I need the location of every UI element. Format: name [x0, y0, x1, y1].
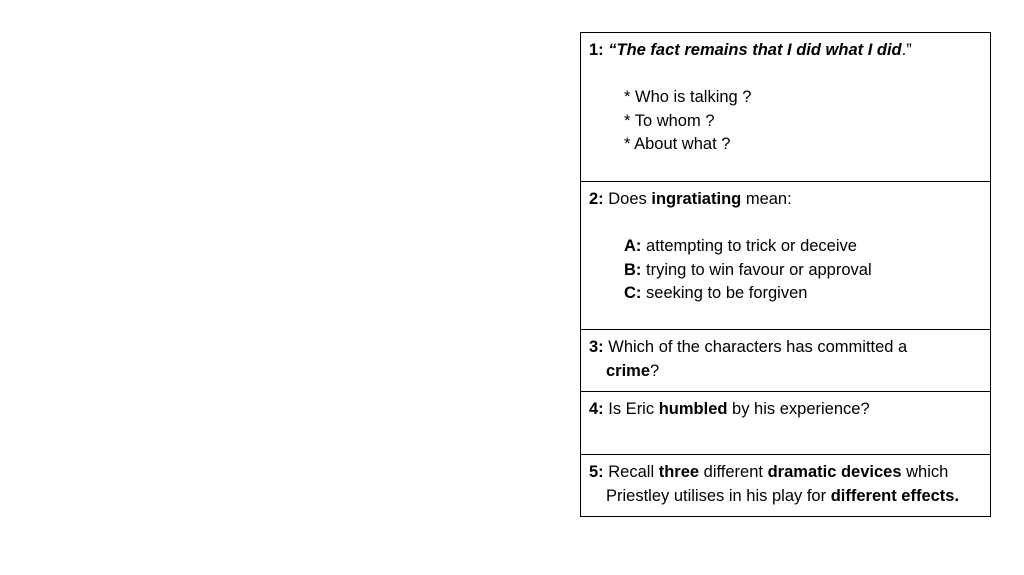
key-term: humbled [658, 400, 728, 418]
question-2-prompt: 2: Does ingratiating mean: [589, 190, 792, 208]
question-number: 2: [589, 190, 604, 208]
question-number: 3: [589, 338, 604, 356]
question-table [580, 32, 991, 517]
option-b: B: trying to win favour or approval [624, 260, 872, 279]
vocab-term: ingratiating [651, 190, 742, 208]
question-1 [581, 33, 991, 182]
question-number: 4: [589, 400, 604, 418]
bullet-what: * About what ? [624, 135, 731, 153]
quote-text: The fact remains that I did what I did [616, 41, 902, 59]
question-5 [581, 455, 991, 517]
bullet-who: * Who is talking ? [624, 88, 752, 106]
question-3-line-2: crime? [606, 361, 660, 380]
question-5-line-2: Priestley utilises in his play for different effects. [606, 486, 960, 505]
question-4 [581, 392, 991, 455]
question-3 [581, 330, 991, 392]
quote-close: .” [901, 41, 912, 59]
option-c: C: seeking to be forgiven [624, 284, 808, 302]
key-term: crime [606, 361, 651, 380]
bullet-whom: * To whom ? [624, 111, 715, 130]
question-number: 5: [589, 463, 604, 481]
question-4-prompt: 4: Is Eric humbled by his experience? [589, 400, 870, 418]
option-a: A: attempting to trick or deceive [624, 237, 857, 255]
question-number: 1: [589, 41, 604, 59]
question-3-line-1: 3: Which of the characters has committed a [589, 338, 908, 356]
quote-open: “ [608, 41, 617, 59]
question-1-prompt [589, 39, 982, 63]
question-2 [581, 182, 991, 330]
question-5-line-1: 5: Recall three different dramatic devices which [589, 463, 949, 481]
